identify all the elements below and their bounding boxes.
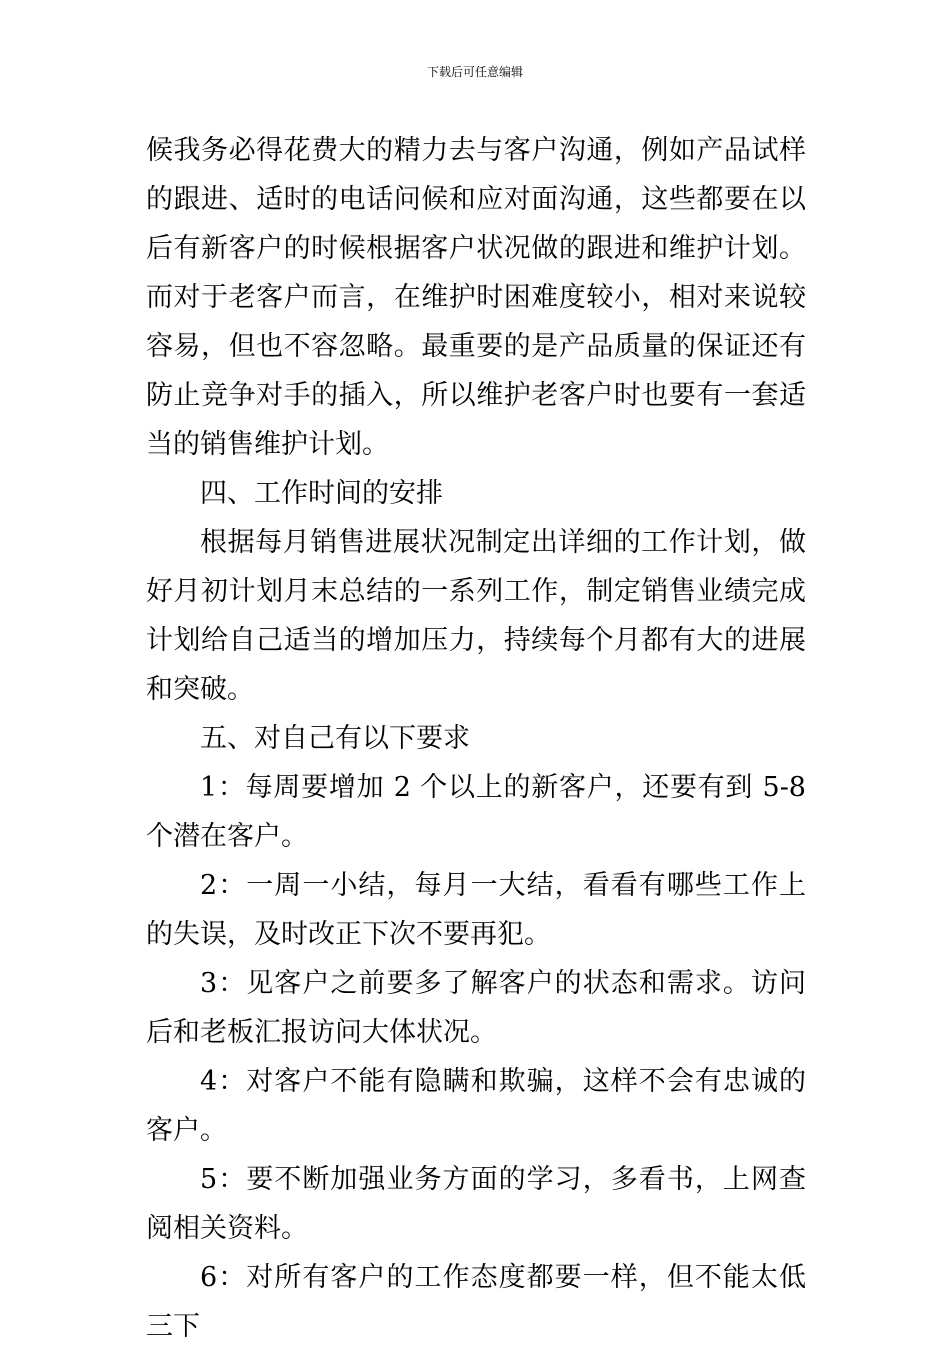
section-heading-work-schedule: 四、工作时间的安排 <box>200 478 443 509</box>
requirement-item-5: 5：要不断加强业务方面的学习，多看书，上网查阅相关资料。 <box>146 1164 806 1244</box>
requirement-item-6: 6：对所有客户的工作态度都要一样，但不能太低三下 <box>146 1262 806 1342</box>
document-body <box>146 126 806 1351</box>
requirement-item-1: 1：每周要增加 2 个以上的新客户，还要有到 5-8 个潜在客户。 <box>146 772 806 852</box>
paragraph-customer-maintenance: 候我务必得花费大的精力去与客户沟通，例如产品试样的跟进、适时的电话问候和应对面沟通，这些都要在以后有新客户的时候根据客户状况做的跟进和维护计划。而对于老客户而言，在维护时困难度较小，相对来说较容易，但也不容忽略。最重要的是产品质量的保证还有防止竞争对手的插入，所以维护老客户时也要有一套适当的销售维护计划。 <box>146 135 806 460</box>
page-header-note: 下载后可任意编辑 <box>426 65 523 79</box>
paragraph-work-plan: 根据每月销售进展状况制定出详细的工作计划，做好月初计划月末总结的一系列工作，制定销售业绩完成计划给自己适当的增加压力，持续每个月都有大的进展和突破。 <box>146 527 806 705</box>
requirement-item-3: 3：见客户之前要多了解客户的状态和需求。访问后和老板汇报访问大体状况。 <box>146 968 806 1048</box>
section-heading-self-requirements: 五、对自己有以下要求 <box>200 723 470 754</box>
requirement-item-4: 4：对客户不能有隐瞒和欺骗，这样不会有忠诚的客户。 <box>146 1066 806 1146</box>
requirement-item-2: 2：一周一小结，每月一大结，看看有哪些工作上的失误，及时改正下次不要再犯。 <box>146 870 806 950</box>
